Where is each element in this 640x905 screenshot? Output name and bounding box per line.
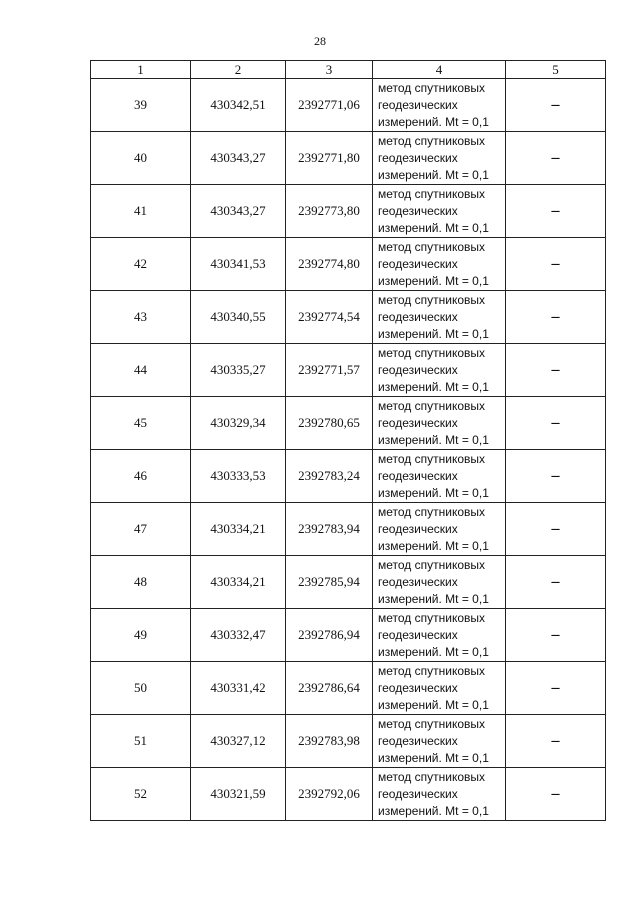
y-coordinate-cell: 2392783,98: [286, 715, 373, 768]
table-row: [91, 185, 606, 238]
method-line: измерений. Mt = 0,1: [378, 644, 489, 659]
column-header-4: 4: [373, 61, 506, 79]
note-cell: –: [506, 132, 606, 185]
x-coordinate-cell: 430342,51: [191, 79, 286, 132]
method-line: геодезических: [378, 733, 458, 748]
x-coordinate-cell: 430335,27: [191, 344, 286, 397]
x-coordinate-cell: 430327,12: [191, 715, 286, 768]
note-cell: –: [506, 238, 606, 291]
method-line: геодезических: [378, 627, 458, 642]
x-coordinate-cell: 430341,53: [191, 238, 286, 291]
method-line: метод спутниковых: [378, 663, 486, 678]
column-header-2: 2: [191, 61, 286, 79]
column-header-1: 1: [91, 61, 191, 79]
point-number-cell: 40: [91, 132, 191, 185]
note-cell: –: [506, 291, 606, 344]
method-cell: [373, 397, 506, 450]
table-row: [91, 238, 606, 291]
method-line: геодезических: [378, 309, 458, 324]
note-cell: –: [506, 609, 606, 662]
method-line: измерений. Mt = 0,1: [378, 538, 489, 553]
note-cell: –: [506, 397, 606, 450]
method-line: метод спутниковых: [378, 716, 486, 731]
table-row: [91, 450, 606, 503]
table-row: [91, 291, 606, 344]
point-number-cell: 39: [91, 79, 191, 132]
method-line: метод спутниковых: [378, 610, 486, 625]
column-header-3: 3: [286, 61, 373, 79]
method-line: геодезических: [378, 680, 458, 695]
point-number-cell: 44: [91, 344, 191, 397]
page-number: 28: [314, 34, 326, 48]
method-line: геодезических: [378, 415, 458, 430]
point-number-cell: 46: [91, 450, 191, 503]
y-coordinate-cell: 2392785,94: [286, 556, 373, 609]
method-cell: [373, 185, 506, 238]
table-row: [91, 344, 606, 397]
table-row: [91, 662, 606, 715]
y-coordinate-cell: 2392786,64: [286, 662, 373, 715]
method-line: метод спутниковых: [378, 504, 486, 519]
note-cell: –: [506, 556, 606, 609]
note-cell: –: [506, 450, 606, 503]
note-cell: –: [506, 503, 606, 556]
method-cell: [373, 238, 506, 291]
y-coordinate-cell: 2392771,57: [286, 344, 373, 397]
note-cell: –: [506, 185, 606, 238]
y-coordinate-cell: 2392783,94: [286, 503, 373, 556]
method-cell: [373, 291, 506, 344]
note-cell: –: [506, 768, 606, 821]
y-coordinate-cell: 2392783,24: [286, 450, 373, 503]
point-number-cell: 49: [91, 609, 191, 662]
note-cell: –: [506, 715, 606, 768]
point-number-cell: 45: [91, 397, 191, 450]
x-coordinate-cell: 430340,55: [191, 291, 286, 344]
method-line: метод спутниковых: [378, 80, 486, 95]
x-coordinate-cell: 430334,21: [191, 556, 286, 609]
method-line: измерений. Mt = 0,1: [378, 485, 489, 500]
method-line: метод спутниковых: [378, 345, 486, 360]
method-line: измерений. Mt = 0,1: [378, 379, 489, 394]
table-header-row: [91, 61, 606, 79]
table-row: [91, 556, 606, 609]
y-coordinate-cell: 2392786,94: [286, 609, 373, 662]
method-line: геодезических: [378, 256, 458, 271]
method-line: измерений. Mt = 0,1: [378, 114, 489, 129]
method-line: метод спутниковых: [378, 186, 486, 201]
method-line: геодезических: [378, 362, 458, 377]
x-coordinate-cell: 430329,34: [191, 397, 286, 450]
method-line: метод спутниковых: [378, 398, 486, 413]
method-line: геодезических: [378, 574, 458, 589]
method-line: измерений. Mt = 0,1: [378, 167, 489, 182]
method-line: измерений. Mt = 0,1: [378, 697, 489, 712]
method-line: геодезических: [378, 97, 458, 112]
y-coordinate-cell: 2392773,80: [286, 185, 373, 238]
table-row: [91, 503, 606, 556]
point-number-cell: 51: [91, 715, 191, 768]
x-coordinate-cell: 430321,59: [191, 768, 286, 821]
method-line: метод спутниковых: [378, 292, 486, 307]
y-coordinate-cell: 2392771,80: [286, 132, 373, 185]
table-row: [91, 79, 606, 132]
point-number-cell: 43: [91, 291, 191, 344]
x-coordinate-cell: 430334,21: [191, 503, 286, 556]
method-line: метод спутниковых: [378, 451, 486, 466]
y-coordinate-cell: 2392774,80: [286, 238, 373, 291]
method-cell: [373, 609, 506, 662]
table-body: [91, 79, 606, 821]
x-coordinate-cell: 430331,42: [191, 662, 286, 715]
method-line: измерений. Mt = 0,1: [378, 750, 489, 765]
method-cell: [373, 662, 506, 715]
method-line: геодезических: [378, 786, 458, 801]
point-number-cell: 42: [91, 238, 191, 291]
method-line: измерений. Mt = 0,1: [378, 220, 489, 235]
y-coordinate-cell: 2392792,06: [286, 768, 373, 821]
method-line: метод спутниковых: [378, 769, 486, 784]
method-cell: [373, 344, 506, 397]
note-cell: –: [506, 344, 606, 397]
method-line: измерений. Mt = 0,1: [378, 432, 489, 447]
method-line: измерений. Mt = 0,1: [378, 591, 489, 606]
method-cell: [373, 768, 506, 821]
method-line: геодезических: [378, 521, 458, 536]
method-line: измерений. Mt = 0,1: [378, 803, 489, 818]
x-coordinate-cell: 430343,27: [191, 132, 286, 185]
method-cell: [373, 715, 506, 768]
table-row: [91, 397, 606, 450]
method-cell: [373, 450, 506, 503]
note-cell: –: [506, 79, 606, 132]
method-line: геодезических: [378, 468, 458, 483]
x-coordinate-cell: 430333,53: [191, 450, 286, 503]
point-number-cell: 52: [91, 768, 191, 821]
method-cell: [373, 556, 506, 609]
column-header-5: 5: [506, 61, 606, 79]
y-coordinate-cell: 2392774,54: [286, 291, 373, 344]
point-number-cell: 48: [91, 556, 191, 609]
method-cell: [373, 79, 506, 132]
method-line: измерений. Mt = 0,1: [378, 273, 489, 288]
method-cell: [373, 132, 506, 185]
table-row: [91, 768, 606, 821]
method-line: геодезических: [378, 203, 458, 218]
method-line: измерений. Mt = 0,1: [378, 326, 489, 341]
method-line: метод спутниковых: [378, 557, 486, 572]
table-row: [91, 715, 606, 768]
x-coordinate-cell: 430332,47: [191, 609, 286, 662]
method-line: метод спутниковых: [378, 239, 486, 254]
y-coordinate-cell: 2392771,06: [286, 79, 373, 132]
table-row: [91, 609, 606, 662]
coordinates-table: [90, 60, 606, 821]
method-line: геодезических: [378, 150, 458, 165]
y-coordinate-cell: 2392780,65: [286, 397, 373, 450]
point-number-cell: 50: [91, 662, 191, 715]
table-row: [91, 132, 606, 185]
x-coordinate-cell: 430343,27: [191, 185, 286, 238]
point-number-cell: 41: [91, 185, 191, 238]
method-cell: [373, 503, 506, 556]
note-cell: –: [506, 662, 606, 715]
method-line: метод спутниковых: [378, 133, 486, 148]
point-number-cell: 47: [91, 503, 191, 556]
